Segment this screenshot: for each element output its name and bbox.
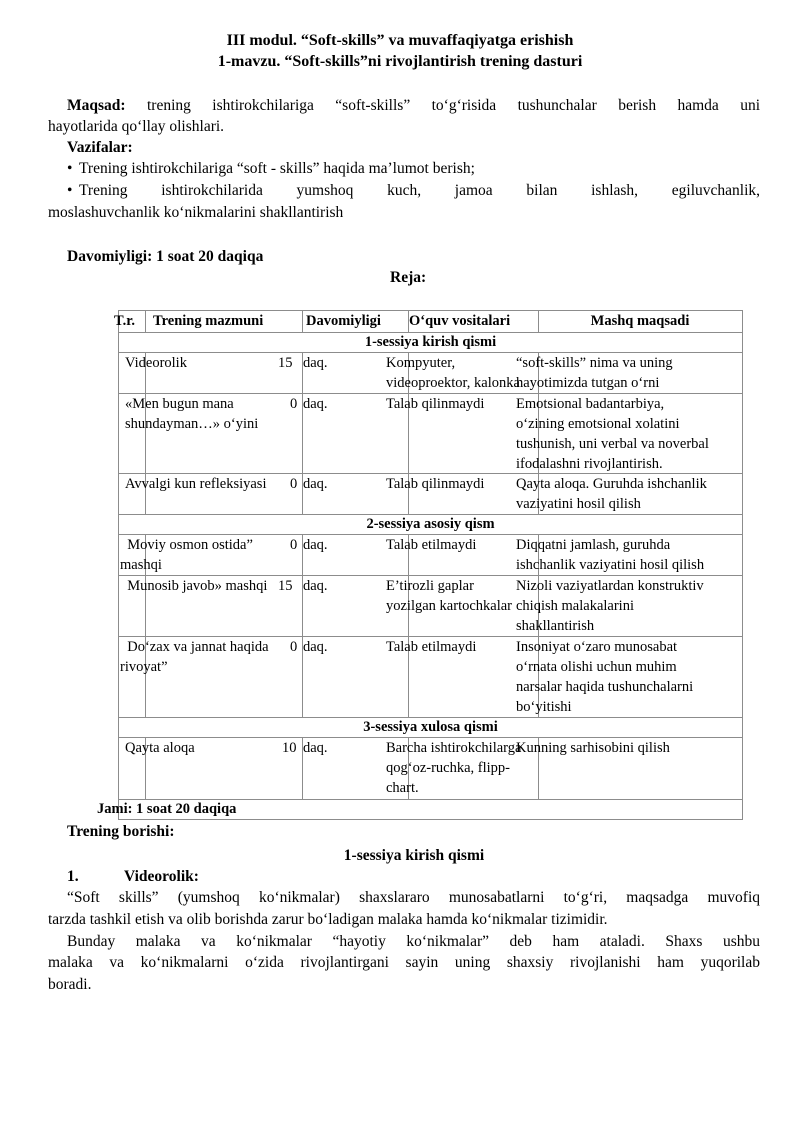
header-content: Trening mazmuni	[153, 313, 264, 329]
row-1-tools-1: Kompyuter,	[386, 355, 456, 371]
header-num: T.r.	[114, 313, 135, 329]
task-item-2	[67, 181, 760, 202]
row-2-goal-3: tushunish, uni verbal va noverbal	[516, 436, 709, 452]
row-7-tools-3: chart.	[386, 780, 419, 796]
bullet-icon: •	[67, 160, 73, 177]
row-2-tools: Talab qilinmaydi	[386, 396, 485, 412]
row-2-goal-4: ifodalashni rivojlantirish.	[516, 456, 663, 472]
task-item-2-cont: moslashuvchanlik ko‘nikmalarini shakllantirish	[48, 204, 344, 221]
row-6-goal-3: narsalar haqida tushunchalarni	[516, 679, 694, 695]
row-3-content: Avvalgi kun refleksiyasi	[125, 476, 267, 492]
row-6-goal-2: o‘rnata olishi uchun muhim	[516, 659, 677, 675]
row-3-goal-2: vaziyatini hosil qilish	[516, 496, 641, 512]
row-5-num: 15	[278, 578, 293, 594]
row-1-tools-2: videoproektor, kalonka	[386, 375, 520, 391]
bullet-icon: •	[67, 182, 73, 199]
item-1-number: 1.	[67, 868, 79, 885]
row-5-goal-1: Nizoli vaziyatlardan konstruktiv	[516, 578, 704, 594]
row-1-goal-1: “soft-skills” nima va uning	[516, 355, 673, 371]
plan-title: Reja:	[390, 269, 427, 286]
goal-text-2: hayotlarida qo‘llay olishlari.	[48, 118, 225, 135]
plan-table	[114, 310, 743, 820]
row-6-tools: Talab etilmaydi	[386, 639, 477, 655]
row-4-goal-2: ishchanlik vaziyatini hosil qilish	[516, 557, 705, 573]
row-2-unit: daq.	[303, 396, 328, 412]
paragraph-2-line-1	[48, 932, 760, 953]
task-item-2-text: Trening ishtirokchilarida yumshoq kuch, jamoa bilan ishlash, egiluvchanlik,	[79, 182, 760, 199]
table-total: Jami: 1 soat 20 daqiqa	[97, 801, 237, 817]
row-5-unit: daq.	[303, 578, 328, 594]
row-4-content-2: mashqi	[120, 557, 162, 573]
goal-line-1	[48, 96, 760, 117]
paragraph-1-line-1	[48, 888, 760, 909]
header-duration: Davomiyligi	[306, 313, 381, 329]
paragraph-1-line-2: tarzda tashkil etish va olib borishda zarur bo‘ladigan malaka hamda ko‘nikmalar tizimidir.	[48, 911, 608, 928]
session-2-heading: 2-sessiya asosiy qism	[366, 516, 495, 532]
row-5-content: Munosib javob» mashqi	[120, 578, 268, 594]
row-2-content-1: «Men bugun mana	[125, 396, 234, 412]
row-4-num: 0	[290, 537, 298, 553]
row-1-unit: daq.	[303, 355, 328, 371]
row-4-goal-1: Diqqatni jamlash, guruhda	[516, 537, 671, 553]
tasks-label: Vazifalar:	[67, 139, 133, 156]
row-7-tools-2: qog‘oz-ruchka, flipp-	[386, 760, 511, 776]
row-6-goal-4: bo‘yitishi	[516, 699, 572, 715]
module-title: III modul. “Soft-skills” va muvaffaqiyatga erishish	[226, 32, 574, 49]
row-7-unit: daq.	[303, 740, 328, 756]
row-4-unit: daq.	[303, 537, 328, 553]
row-6-content-2: rivoyat”	[120, 659, 168, 675]
row-3-unit: daq.	[303, 476, 328, 492]
topic-title: 1-mavzu. “Soft-skills”ni rivojlantirish trening dasturi	[217, 53, 583, 70]
row-7-goal: Kunning sarhisobini qilish	[516, 740, 670, 756]
row-6-num: 0	[290, 639, 298, 655]
row-5-tools-1: E’tirozli gaplar	[386, 578, 474, 594]
section-1-title: 1-sessiya kirish qismi	[343, 847, 485, 864]
row-6-unit: daq.	[303, 639, 328, 655]
row-7-num: 10	[282, 740, 297, 756]
row-4-tools: Talab etilmaydi	[386, 537, 477, 553]
item-1-title: Videorolik:	[124, 868, 199, 885]
row-2-goal-2: o‘zining emotsional xolatini	[516, 416, 680, 432]
goal-text-1: trening ishtirokchilariga “soft-skills” to‘g‘risida tushunchalar berish hamda uni	[147, 97, 761, 114]
row-2-goal-1: Emotsional badantarbiya,	[516, 396, 665, 412]
header-tools: O‘quv vositalari	[409, 313, 511, 329]
session-3-heading: 3-sessiya xulosa qismi	[363, 719, 498, 735]
row-1-num: 15	[278, 355, 293, 371]
paragraph-2-line-3: boradi.	[48, 976, 92, 993]
duration: Davomiyligi: 1 soat 20 daqiqa	[67, 248, 264, 265]
row-3-num: 0	[290, 476, 298, 492]
row-3-tools: Talab qilinmaydi	[386, 476, 485, 492]
row-5-goal-2: chiqish malakalarini	[516, 598, 634, 614]
row-1-content: Videorolik	[125, 355, 187, 371]
row-7-content: Qayta aloqa	[125, 740, 195, 756]
row-5-goal-3: shakllantirish	[516, 618, 595, 634]
row-2-content-2: shundayman…» o‘yini	[125, 416, 259, 432]
header-goal: Mashq maqsadi	[590, 313, 690, 329]
paragraph-2-text-1: Bunday malaka va ko‘nikmalar “hayotiy ko‘nikmalar” deb ham ataladi. Shaxs ushbu	[67, 933, 760, 950]
paragraph-1-text-1: “Soft skills” (yumshoq ko‘nikmalar) shaxslararo munosabatlarni to‘g‘ri, maqsadga muvofiq	[67, 889, 760, 906]
row-4-content-1: Moviy osmon ostida”	[120, 537, 253, 553]
row-7-tools-1: Barcha ishtirokchilarga	[386, 740, 522, 756]
row-3-goal-1: Qayta aloqa. Guruhda ishchanlik	[516, 476, 707, 492]
row-5-tools-2: yozilgan kartochkalar	[386, 598, 513, 614]
training-process-heading: Trening borishi:	[67, 823, 175, 840]
paragraph-2-line-2: malaka va ko‘nikmalarni o‘zida rivojlantirgani sayin uning shaxsiy rivojlanishi ham yuqorilab	[48, 954, 760, 971]
row-6-content-1: Do‘zax va jannat haqida	[120, 639, 269, 655]
session-1-heading: 1-sessiya kirish qismi	[364, 334, 497, 350]
task-item-1-text: Trening ishtirokchilariga “soft - skills” haqida ma’lumot berish;	[79, 160, 475, 177]
row-2-num: 0	[290, 396, 298, 412]
goal-label: Maqsad:	[67, 97, 126, 114]
row-1-goal-2: hayotimizda tutgan o‘rni	[516, 375, 660, 391]
row-6-goal-1: Insoniyat o‘zaro munosabat	[516, 639, 678, 655]
task-item-1	[67, 159, 475, 179]
